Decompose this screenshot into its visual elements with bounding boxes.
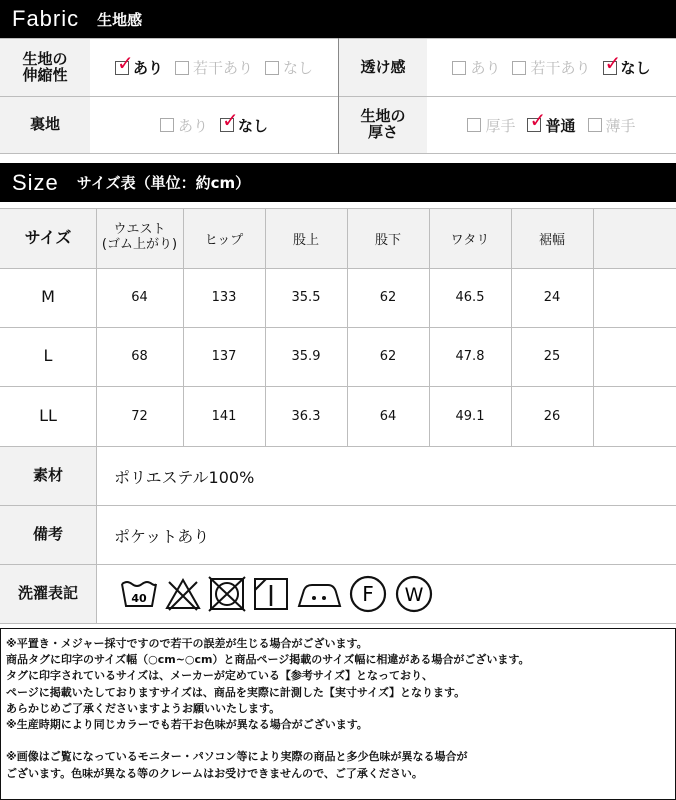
note-line: ※平置き・メジャー採寸ですので若干の誤差が生じる場合がございます。 xyxy=(6,637,368,650)
checkbox-empty-icon xyxy=(452,61,466,75)
care-symbols xyxy=(96,565,676,623)
divider xyxy=(0,208,676,209)
size-cell: 46.5 xyxy=(455,290,485,305)
divider xyxy=(0,386,676,387)
size-subtitle: サイズ表（単位：約cm） xyxy=(76,174,251,192)
size-cell: 36.3 xyxy=(291,408,321,424)
size-row-label: LL xyxy=(0,386,96,446)
lining-options xyxy=(90,97,338,153)
checkbox-label: あり xyxy=(177,116,208,135)
line-dry-icon xyxy=(252,576,290,612)
transparency-options xyxy=(427,39,676,96)
wet-clean-w-icon xyxy=(394,574,434,614)
wash-temp-text: 40 xyxy=(131,592,147,605)
checkbox-option xyxy=(160,115,208,136)
size-cell: 26 xyxy=(543,408,561,424)
note-line: あらかじめご了承くださいますようお願いいたします。 xyxy=(6,701,281,715)
size-col-header xyxy=(593,208,676,268)
stretch-label-line1: 生地の xyxy=(22,49,68,68)
note-line: タグに印字されているサイズは、メーカーが定めている【参考サイズ】となっており、 xyxy=(6,669,434,683)
iron-medium-icon xyxy=(296,576,342,612)
checkbox-label: 若干あり xyxy=(192,59,253,77)
size-col-header: 股下 xyxy=(347,208,429,268)
note-line: ページに掲載いたしておりますサイズは、商品を実際に計測した【実寸サイズ】となります。 xyxy=(6,685,466,699)
size-col-header: 股上 xyxy=(265,208,347,268)
size-cell: 35.9 xyxy=(291,349,321,364)
divider xyxy=(265,208,266,446)
thickness-label xyxy=(339,97,427,153)
size-cell: 49.1 xyxy=(455,408,485,424)
divider xyxy=(0,623,676,624)
divider xyxy=(511,208,512,446)
checkbox-empty-icon xyxy=(160,118,174,132)
note-line xyxy=(6,733,670,749)
check-mark-icon: ✓ xyxy=(604,50,622,75)
wet-clean-letter: W xyxy=(404,584,424,606)
material-value: ポリエステル100% xyxy=(114,467,255,487)
checkbox-label: 厚手 xyxy=(485,116,516,135)
size-col-header: ワタリ xyxy=(429,208,511,268)
size-col-header: 裾幅 xyxy=(511,208,593,268)
checkbox-label: 若干あり xyxy=(530,59,591,77)
divider xyxy=(0,268,676,269)
remarks-label: 備考 xyxy=(0,506,96,564)
divider xyxy=(347,208,348,446)
remarks-value: ポケットあり xyxy=(114,526,210,546)
checkbox-empty-icon xyxy=(467,118,481,132)
size-cell: 62 xyxy=(379,349,397,364)
checkbox-option xyxy=(527,108,576,136)
no-tumble-dry-icon xyxy=(208,576,246,612)
checkbox-checked-icon xyxy=(603,50,622,75)
size-col-header xyxy=(96,208,183,268)
checkbox-label: あり xyxy=(132,59,163,77)
checkbox-option xyxy=(603,50,651,78)
divider xyxy=(0,564,676,565)
size-cell: 62 xyxy=(379,290,397,305)
stretch-options xyxy=(90,39,338,96)
checkbox-checked-icon xyxy=(527,108,547,132)
dry-clean-f-icon xyxy=(348,574,388,614)
size-header xyxy=(0,163,676,202)
divider xyxy=(96,447,97,624)
divider xyxy=(593,208,594,446)
wash-40-icon xyxy=(120,576,158,612)
size-col-header-line2: (ゴム上がり) xyxy=(101,237,178,252)
size-cell: 137 xyxy=(211,349,237,364)
check-mark-icon: ✓ xyxy=(116,50,134,75)
size-col-header: ヒップ xyxy=(183,208,265,268)
divider xyxy=(0,327,676,328)
thickness-label-line2: 厚さ xyxy=(367,123,398,141)
size-cell: 133 xyxy=(211,290,237,305)
checkbox-empty-icon xyxy=(588,118,602,132)
size-row-label: L xyxy=(0,327,96,386)
dry-clean-letter: F xyxy=(362,582,374,606)
divider xyxy=(429,208,430,446)
notes xyxy=(6,636,670,782)
checkbox-label: 普通 xyxy=(545,116,576,135)
checkbox-option xyxy=(115,50,163,78)
size-col-header: サイズ xyxy=(0,208,96,268)
thickness-options xyxy=(427,97,676,153)
note-line: 商品タグに印字のサイズ幅（○cm~○cm）と商品ページ掲載のサイズ幅に相違がある場合がございます。 xyxy=(6,653,530,667)
divider xyxy=(183,208,184,446)
size-cell-empty xyxy=(593,386,676,446)
checkbox-label: なし xyxy=(238,116,269,135)
transparency-label: 透け感 xyxy=(339,39,427,96)
fabric-header xyxy=(0,0,676,38)
checkbox-option xyxy=(265,57,313,78)
checkbox-checked-icon xyxy=(115,50,134,75)
size-col-header-line1: ウエスト xyxy=(113,222,166,238)
stretch-label-line2: 伸縮性 xyxy=(22,65,68,84)
size-cell: 68 xyxy=(131,349,148,364)
checkbox-option xyxy=(220,108,269,136)
checkbox-label: 薄手 xyxy=(605,116,636,135)
divider xyxy=(0,505,676,506)
divider xyxy=(96,208,97,446)
lining-label: 裏地 xyxy=(0,97,90,153)
note-line: ※生産時期により同じカラーでも若干お色味が異なる場合がございます。 xyxy=(6,718,368,732)
checkbox-option xyxy=(452,57,500,78)
check-mark-icon: ✓ xyxy=(529,108,547,132)
checkbox-checked-icon xyxy=(220,108,239,132)
no-bleach-icon xyxy=(164,576,202,612)
checkbox-empty-icon xyxy=(175,61,189,75)
size-cell: 141 xyxy=(211,408,237,424)
size-cell: 64 xyxy=(379,408,397,424)
size-cell: 64 xyxy=(131,290,148,305)
size-cell: 72 xyxy=(131,408,148,424)
check-mark-icon: ✓ xyxy=(222,108,239,132)
checkbox-option xyxy=(588,115,636,136)
checkbox-option xyxy=(175,57,253,78)
checkbox-label: なし xyxy=(620,59,651,77)
size-cell-empty xyxy=(593,327,676,386)
fabric-title: Fabric xyxy=(12,6,80,31)
size-cell: 35.5 xyxy=(291,290,321,305)
size-row-label: M xyxy=(0,268,96,327)
thickness-label-line1: 生地の xyxy=(360,107,406,126)
stretch-label xyxy=(0,39,90,96)
checkbox-empty-icon xyxy=(265,61,279,75)
material-label: 素材 xyxy=(0,447,96,505)
checkbox-option xyxy=(467,115,515,136)
checkbox-option xyxy=(512,57,590,78)
checkbox-label: なし xyxy=(283,59,314,77)
size-title: Size xyxy=(12,169,59,195)
care-label: 洗濯表記 xyxy=(0,565,96,623)
checkbox-label: あり xyxy=(470,59,501,77)
size-cell: 47.8 xyxy=(455,349,485,364)
note-line: ※画像はご覧になっているモニター・パソコン等により実際の商品と多少色味が異なる場合が xyxy=(6,750,468,764)
checkbox-empty-icon xyxy=(512,61,526,75)
size-cell-empty xyxy=(593,268,676,327)
size-cell: 24 xyxy=(543,290,561,305)
note-line: ございます。色味が異なる等のクレームはお受けできませんので、ご了承ください。 xyxy=(6,766,423,780)
fabric-subtitle: 生地感 xyxy=(97,10,143,29)
size-cell: 25 xyxy=(543,349,561,364)
